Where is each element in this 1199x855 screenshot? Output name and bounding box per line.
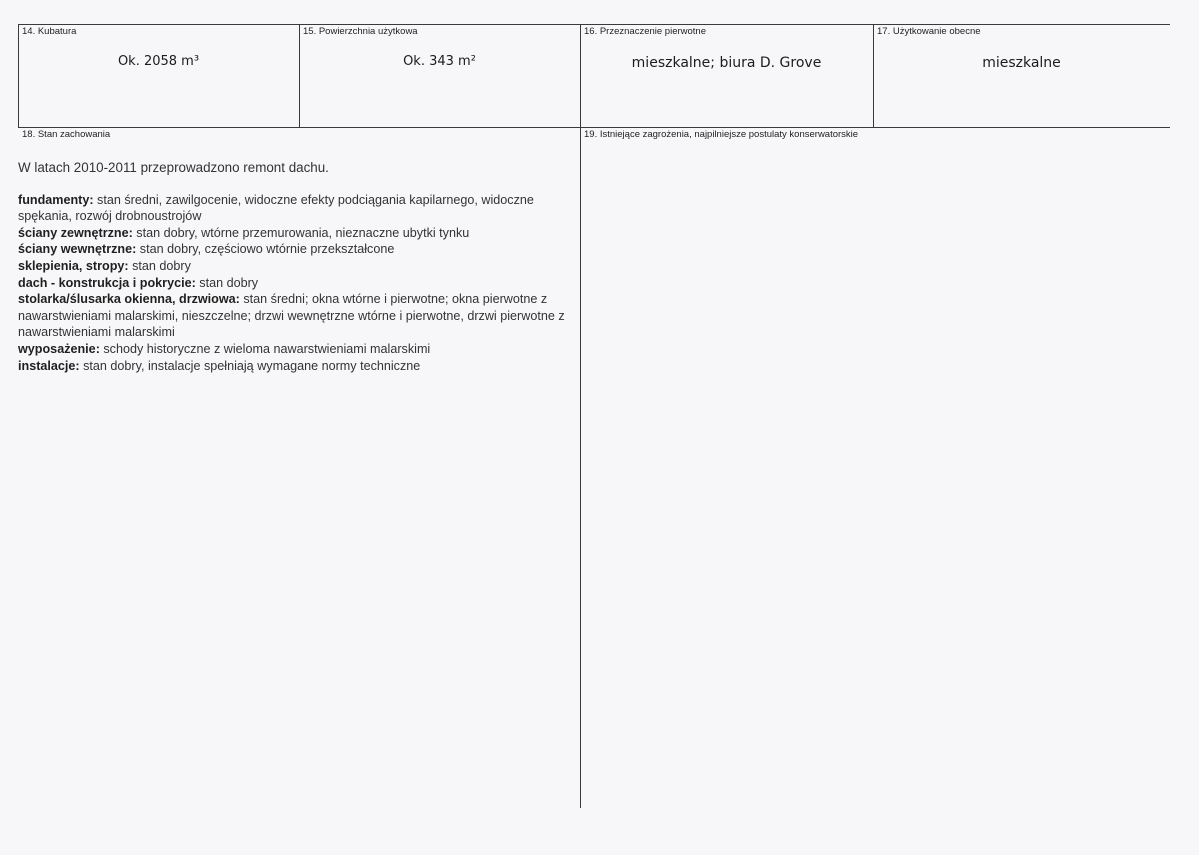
condition-entry xyxy=(18,291,573,341)
field-kubatura-value: Ok. 2058 m³ xyxy=(117,54,200,69)
condition-key: ściany wewnętrzne: xyxy=(18,242,137,257)
field-przeznaczenie-value: mieszkalne; biura D. Grove xyxy=(631,55,822,71)
condition-text xyxy=(18,160,573,374)
condition-key: instalacje: xyxy=(18,358,80,373)
field-przeznaczenie xyxy=(580,24,873,127)
condition-desc: stan dobry, instalacje spełniają wymagane normy techniczne xyxy=(79,358,421,373)
condition-desc: stan średni; okna wtórne i pierwotne; okna pierwotne z nawarstwieniami malarskimi, nieszczelne; drzwi wewnętrzne wtórne i pierwotne, drzwi pierwotne z nawarstwieniami malarskimi xyxy=(18,292,565,340)
field-powierzchnia-label: 15. Powierzchnia użytkowa xyxy=(303,26,418,37)
condition-desc: stan dobry, częściowo wtórnie przekształcone xyxy=(136,242,395,257)
condition-key: sklepienia, stropy: xyxy=(18,258,129,273)
condition-list xyxy=(18,192,573,375)
condition-entry xyxy=(18,275,573,292)
condition-key: fundamenty: xyxy=(18,192,94,207)
condition-desc: stan dobry, wtórne przemurowania, nieznaczne ubytki tynku xyxy=(132,225,470,240)
condition-desc: stan dobry xyxy=(128,258,191,273)
condition-entry xyxy=(18,358,573,375)
condition-entry xyxy=(18,192,573,225)
field-stan-zachowania-label: 18. Stan zachowania xyxy=(22,129,111,140)
condition-key: ściany zewnętrzne: xyxy=(18,225,133,240)
field-zagrozenia xyxy=(580,127,1170,807)
field-kubatura-label: 14. Kubatura xyxy=(22,26,77,37)
field-uzytkowanie-label: 17. Użytkowanie obecne xyxy=(877,26,981,37)
condition-desc: schody historyczne z wieloma nawarstwieniami malarskimi xyxy=(99,341,431,356)
condition-key: wyposażenie: xyxy=(18,341,100,356)
field-powierzchnia-value: Ok. 343 m² xyxy=(403,54,476,69)
condition-entry xyxy=(18,258,573,275)
condition-intro: W latach 2010-2011 przeprowadzono remont dachu. xyxy=(18,160,329,175)
condition-entry xyxy=(18,241,573,258)
condition-key: dach - konstrukcja i pokrycie: xyxy=(18,275,196,290)
field-kubatura xyxy=(18,24,299,127)
field-uzytkowanie xyxy=(873,24,1170,127)
field-powierzchnia xyxy=(299,24,580,127)
condition-desc: stan dobry xyxy=(195,275,259,290)
field-zagrozenia-label: 19. Istniejące zagrożenia, najpilniejsze postulaty konserwatorskie xyxy=(584,129,859,140)
condition-entry xyxy=(18,225,573,242)
field-uzytkowanie-value: mieszkalne xyxy=(982,55,1061,71)
field-przeznaczenie-label: 16. Przeznaczenie pierwotne xyxy=(584,26,706,37)
condition-entry xyxy=(18,341,573,358)
condition-key: stolarka/ślusarka okienna, drzwiowa: xyxy=(18,292,240,307)
condition-desc: stan średni, zawilgocenie, widoczne efekty podciągania kapilarnego, widoczne spękania, rozwój drobnoustrojów xyxy=(18,192,534,224)
